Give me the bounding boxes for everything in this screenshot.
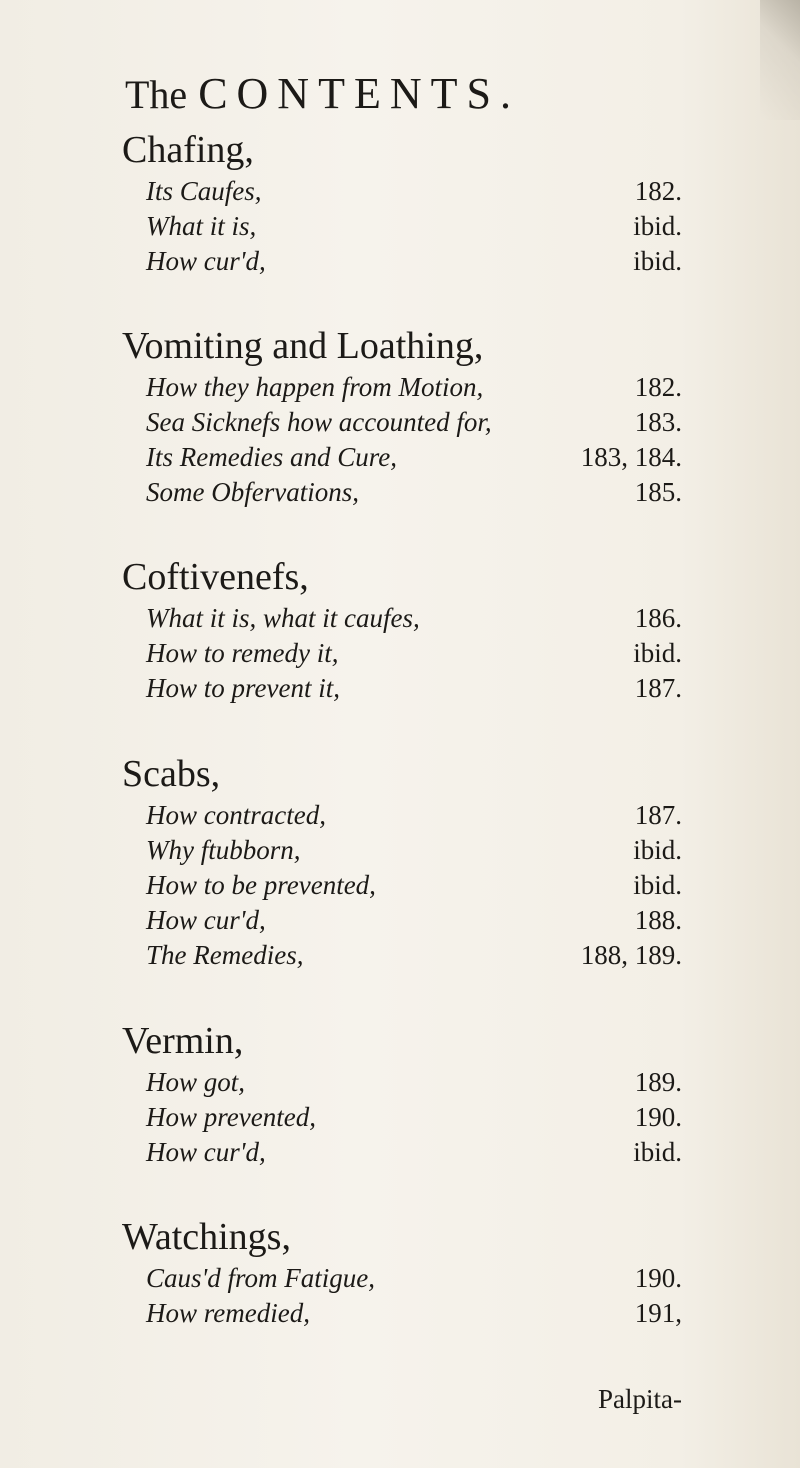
entry-label: How remedied, (146, 1298, 310, 1328)
entry-page: ibid. (633, 211, 682, 241)
entry-label: Some Obfervations, (146, 477, 359, 507)
running-head (125, 69, 520, 118)
entry-page: ibid. (633, 870, 682, 900)
entry (122, 405, 682, 440)
section-watchings (122, 1213, 682, 1331)
entry-page: ibid. (633, 1137, 682, 1167)
entry (122, 636, 682, 671)
entry (122, 1065, 682, 1100)
section-chafing (122, 126, 682, 279)
entry-page: ibid. (633, 246, 682, 276)
entry-page: 186. (634, 603, 682, 633)
section-heading: Coftivenefs, (122, 556, 309, 598)
entry-page: 183, 184. (580, 442, 682, 472)
entry-page: 187. (634, 800, 682, 830)
entry-page: 185. (634, 477, 682, 507)
entry (122, 1296, 682, 1331)
entry-label: Why ftubborn, (146, 835, 301, 865)
entry (122, 475, 682, 510)
entry (122, 868, 682, 903)
entry (122, 1261, 682, 1296)
section-costiveness (122, 553, 682, 706)
section-heading: Watchings, (122, 1216, 291, 1258)
entry-label: How got, (146, 1067, 246, 1097)
section-heading: Chafing, (122, 129, 254, 171)
entry (122, 938, 682, 973)
entry (122, 903, 682, 938)
entry-label: Its Caufes, (146, 176, 262, 206)
entry (122, 209, 682, 244)
entry-page: ibid. (633, 835, 682, 865)
running-head-prefix: The (125, 72, 188, 117)
entry (122, 798, 682, 833)
entry (122, 174, 682, 209)
entry-label: What it is, what it caufes, (146, 603, 420, 633)
entry-page: 182. (634, 176, 682, 206)
entry-page: 187. (634, 673, 682, 703)
entry-label: How cur'd, (146, 905, 266, 935)
entry-page: 183. (634, 407, 682, 437)
entry-page: 190. (634, 1263, 682, 1293)
entry-label: How cur'd, (146, 246, 266, 276)
entry (122, 440, 682, 475)
running-head-title: CONTENTS. (198, 69, 520, 118)
entry-label: Sea Sicknefs how accounted for, (146, 407, 492, 437)
entry-label: How cur'd, (146, 1137, 266, 1167)
entry-label: How to remedy it, (146, 638, 339, 668)
section-heading: Vomiting and Loathing, (122, 325, 484, 367)
entry-label: The Remedies, (146, 940, 304, 970)
entry-label: How prevented, (146, 1102, 316, 1132)
entry-page: 191, (634, 1298, 682, 1328)
entry (122, 244, 682, 279)
entry-label: What it is, (146, 211, 257, 241)
entry (122, 601, 682, 636)
entry-label: How to be prevented, (146, 870, 376, 900)
entry (122, 833, 682, 868)
entry-label: How contracted, (146, 800, 326, 830)
entry-page: 190. (634, 1102, 682, 1132)
entry-label: Its Remedies and Cure, (146, 442, 397, 472)
entry (122, 671, 682, 706)
entry-page: ibid. (633, 638, 682, 668)
entry-page: 182. (634, 372, 682, 402)
entry-label: How to prevent it, (146, 673, 340, 703)
entry (122, 1135, 682, 1170)
entry (122, 1100, 682, 1135)
entry-page: 188. (634, 905, 682, 935)
section-vermin (122, 1017, 682, 1170)
section-heading: Scabs, (122, 753, 221, 795)
entry-page: 188, 189. (580, 940, 682, 970)
catchword: Palpita- (598, 1384, 682, 1414)
entry (122, 370, 682, 405)
entry-label: Caus'd from Fatigue, (146, 1263, 376, 1293)
section-vomiting (122, 322, 682, 510)
section-heading: Vermin, (122, 1020, 244, 1062)
entry-label: How they happen from Motion, (146, 372, 484, 402)
page-edge-shadow (760, 0, 800, 120)
section-scabs (122, 750, 682, 973)
entry-page: 189. (634, 1067, 682, 1097)
